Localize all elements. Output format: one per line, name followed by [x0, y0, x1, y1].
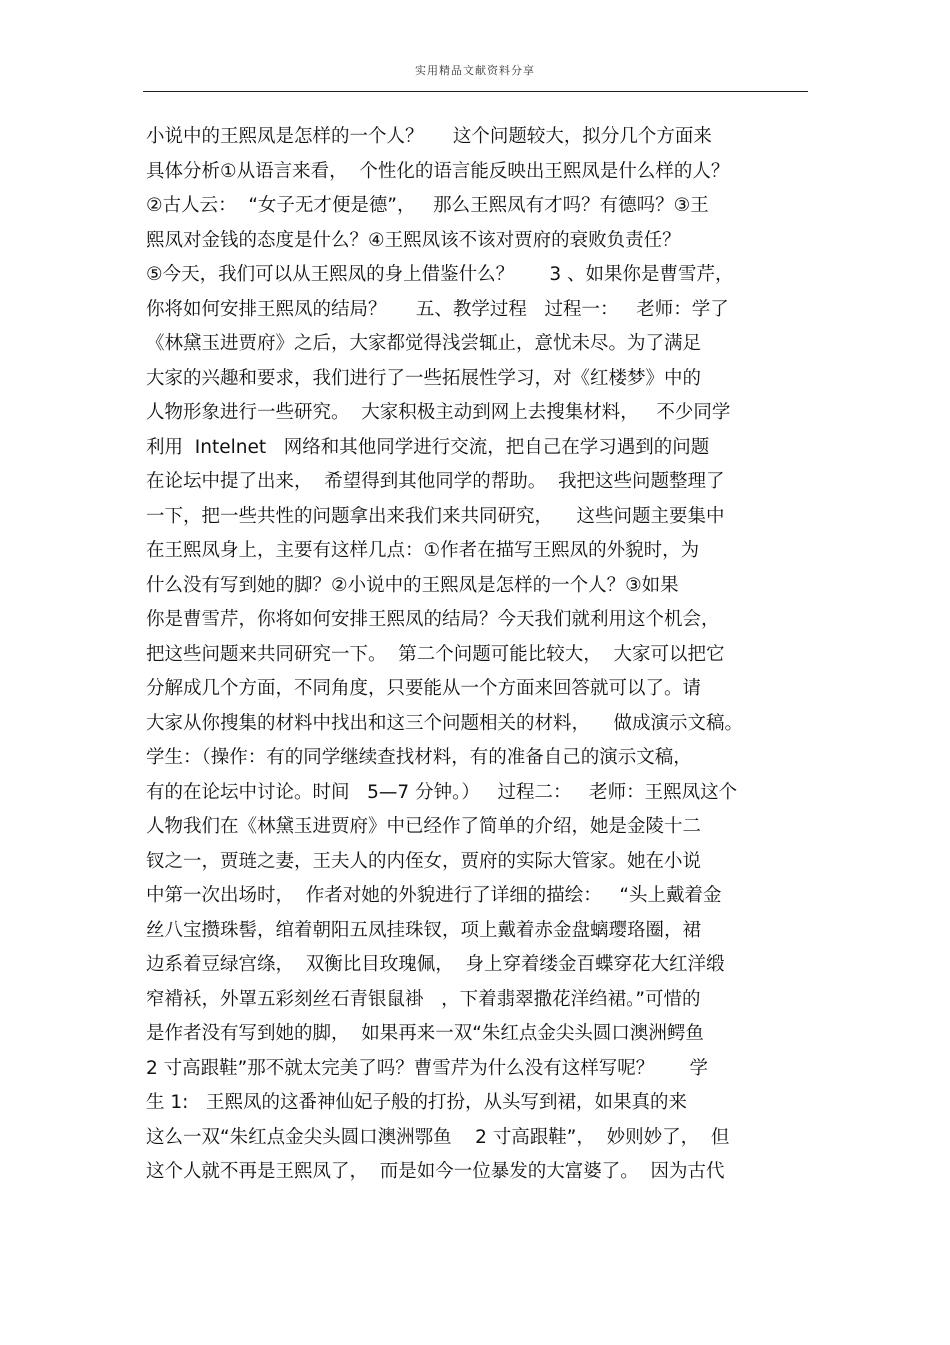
text-line: 把这些问题来共同研究一下。 第二个问题可能比较大， 大家可以把它 [146, 643, 725, 665]
text-line: 具体分析①从语言来看， 个性化的语言能反映出王熙凤是什么样的人？ [146, 160, 730, 182]
header-divider [143, 91, 808, 92]
text-line: 一下，把一些共性的问题拿出来我们来共同研究， 这些问题主要集中 [146, 505, 725, 527]
text-line: 人物我们在《林黛玉进贾府》中已经作了简单的介绍，她是金陵十二 [146, 816, 702, 837]
text-line: 丝八宝攒珠髻，绾着朝阳五凤挂珠钗，项上戴着赤金盘螭璎珞圈，裙 [146, 919, 702, 941]
text-line: 大家从你搜集的材料中找出和这三个问题相关的材料， 做成演示文稿。 [146, 712, 744, 734]
text-line: 是作者没有写到她的脚， 如果再来一双“朱红点金尖头圆口澳洲鳄鱼 [146, 1023, 704, 1044]
text-line: 大家的兴趣和要求，我们进行了一些拓展性学习，对《红楼梦》中的 [146, 367, 702, 389]
text-line: 利用 Intelnet 网络和其他同学进行交流，把自己在学习遇到的问题 [146, 436, 710, 458]
text-line: 在王熙凤身上，主要有这样几点：①作者在描写王熙凤的外貌时，为 [146, 540, 700, 561]
text-line: ②古人云： “女子无才便是德”， 那么王熙凤有才吗？有德吗？③王 [146, 195, 709, 216]
text-line: 小说中的王熙凤是怎样的一个人？ 这个问题较大，拟分几个方面来 [146, 126, 712, 147]
text-line: 人物形象进行一些研究。 大家积极主动到网上去搜集材料， 不少同学 [146, 402, 731, 423]
page-header: 实用精品文献资料分享 [415, 64, 535, 77]
text-line: ⑤今天，我们可以从王熙凤的身上借鉴什么？ 3 、如果你是曹雪芹， [146, 264, 734, 285]
text-line: 这个人就不再是王熙凤了， 而是如今一位暴发的大富婆了。 因为古代 [146, 1161, 725, 1182]
text-line: 你是曹雪芹，你将如何安排王熙凤的结局？今天我们就利用这个机会， [146, 609, 720, 630]
text-line: 你将如何安排王熙凤的结局？ 五、教学过程 过程一： 老师：学了 [146, 298, 729, 320]
text-line: 这么一双“朱红点金尖头圆口澳洲鄂鱼 2 寸高跟鞋”， 妙则妙了， 但 [146, 1126, 730, 1148]
text-line: 熙凤对金钱的态度是什么？④王熙凤该不该对贾府的衰败负责任？ [146, 229, 681, 251]
text-line: 学生：（操作：有的同学继续查找材料，有的准备自己的演示文稿， [146, 747, 692, 768]
text-line: 分解成几个方面，不同角度，只要能从一个方面来回答就可以了。请 [146, 678, 702, 699]
text-line: 窄褙袄，外罩五彩刻丝石青银鼠褂 ，下着翡翠撒花洋绉裙。”可惜的 [146, 988, 701, 1010]
document-body [146, 120, 826, 1190]
text-line: 生 1: 王熙凤的这番神仙妃子般的打扮，从头写到裙，如果真的来 [146, 1092, 688, 1113]
text-line: 边系着豆绿宫绦， 双衡比目玫瑰佩， 身上穿着缕金百蝶穿花大红洋缎 [146, 954, 725, 975]
text-line: 钗之一，贾琏之妻，王夫人的内侄女，贾府的实际大管家。她在小说 [146, 850, 702, 872]
text-line: 中第一次出场时， 作者对她的外貌进行了详细的描绘： “头上戴着金 [146, 885, 722, 906]
text-line: 什么没有写到她的脚？②小说中的王熙凤是怎样的一个人？③如果 [146, 574, 679, 596]
text-line: 《林黛玉进贾府》之后，大家都觉得浅尝辄止，意忧未尽。为了满足 [146, 333, 702, 354]
text-line: 2 寸高跟鞋”那不就太完美了吗？曹雪芹为什么没有这样写呢？ 学 [146, 1057, 709, 1079]
text-line: 有的在论坛中讨论。时间 5—7 分钟。） 过程二： 老师：王熙凤这个 [146, 781, 738, 803]
text-line: 在论坛中提了出来， 希望得到其他同学的帮助。 我把这些问题整理了 [146, 471, 725, 492]
